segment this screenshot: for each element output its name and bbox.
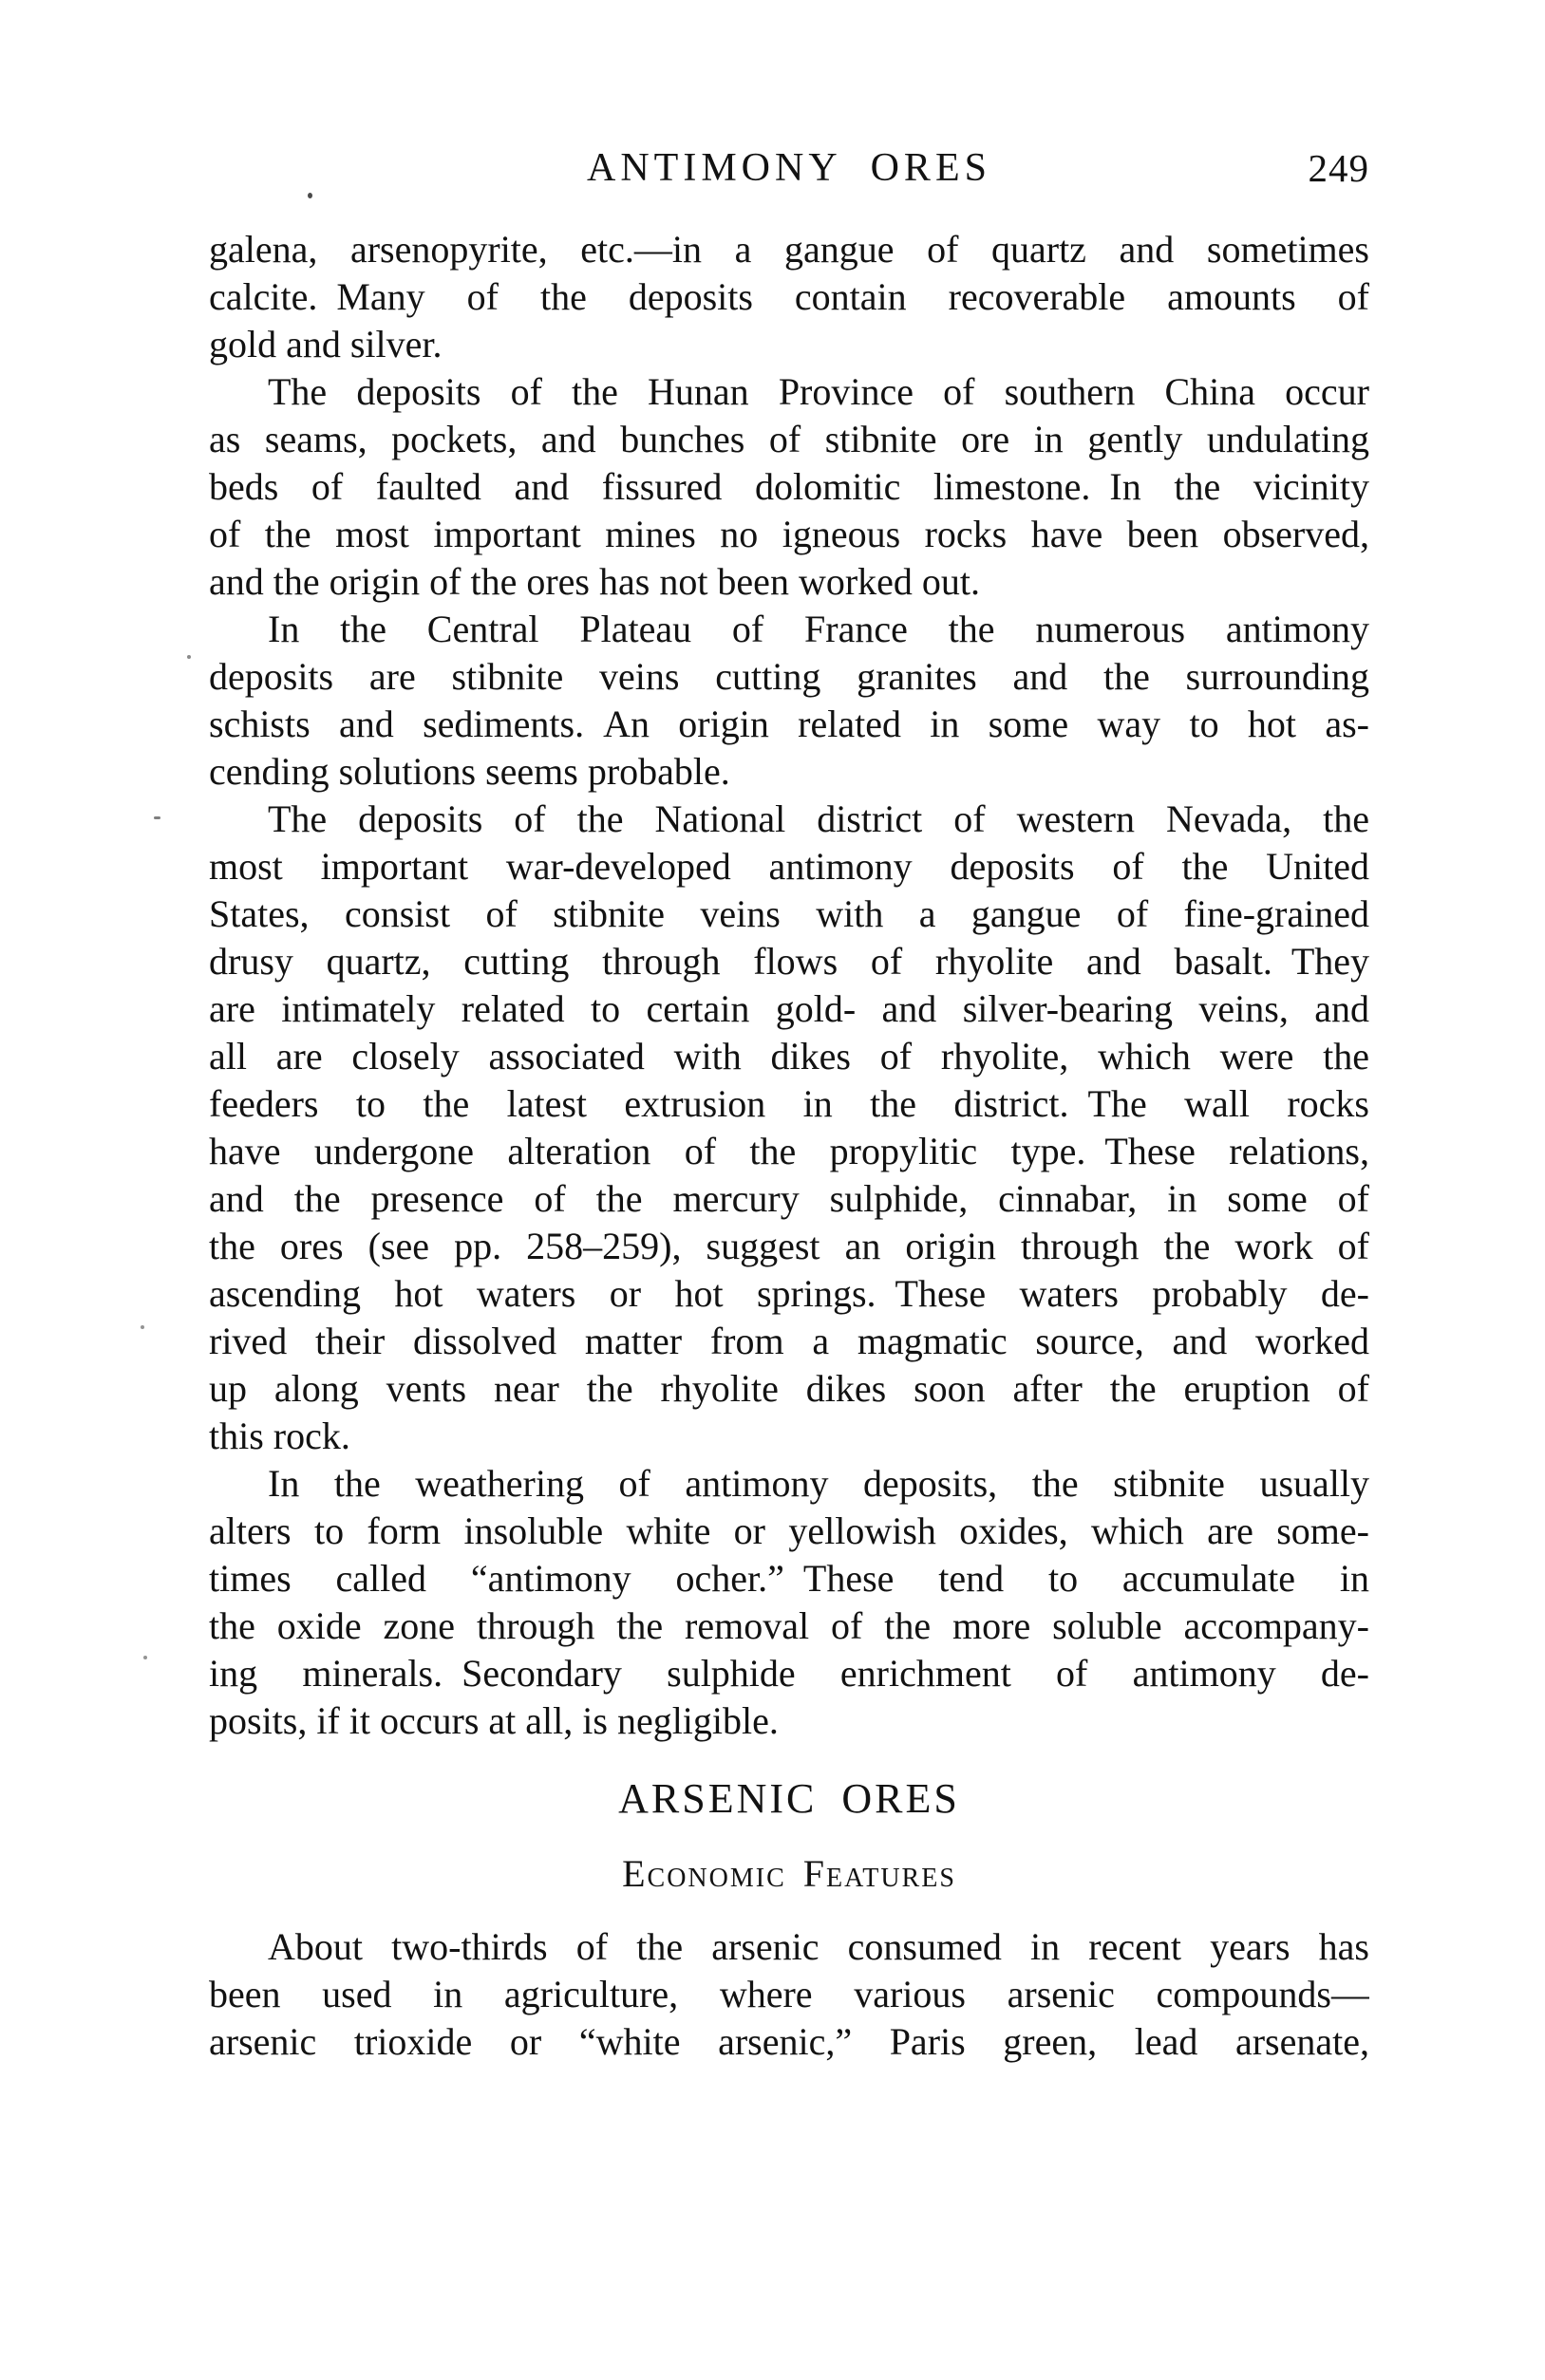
scan-speck: [141, 1325, 144, 1329]
sub-heading: Economic Features: [622, 1852, 956, 1895]
text-line: ascending hot waters or hot springs. These waters probably de-: [209, 1272, 1369, 1315]
text-line: arsenic trioxide or “white arsenic,” Paris green, lead arsenate,: [209, 2020, 1369, 2063]
running-head: ANTIMONY ORES: [587, 146, 991, 190]
text-line: calcite. Many of the deposits contain recoverable amounts of: [209, 275, 1369, 318]
text-line: and the presence of the mercury sulphide, cinnabar, in some of: [209, 1177, 1369, 1220]
text-line: posits, if it occurs at all, is negligible.: [209, 1699, 779, 1742]
text-line: the oxide zone through the removal of the more soluble accompany-: [209, 1604, 1369, 1647]
text-line: alters to form insoluble white or yellowish oxides, which are some-: [209, 1509, 1369, 1552]
text-line: galena, arsenopyrite, etc.—in a gangue of quartz and sometimes: [209, 228, 1369, 271]
text-line: In the Central Plateau of France the numerous antimony: [268, 608, 1369, 650]
page-header: [209, 144, 1369, 192]
text-line: up along vents near the rhyolite dikes soon after the eruption of: [209, 1367, 1369, 1410]
scan-speck: [143, 1656, 147, 1659]
text-line: been used in agriculture, where various arsenic compounds—: [209, 1973, 1369, 2015]
page-number: 249: [1308, 146, 1369, 190]
paragraph: [209, 796, 1369, 1460]
text-line: this rock.: [209, 1415, 350, 1457]
scan-speck: [308, 193, 312, 198]
text-line: deposits are stibnite veins cutting granites and the surrounding: [209, 655, 1369, 698]
text-line: cending solutions seems probable.: [209, 750, 730, 793]
text-line: schists and sediments. An origin related in some way to hot as-: [209, 703, 1369, 745]
text-line: of the most important mines no igneous rocks have been observed,: [209, 513, 1369, 555]
paragraph: [209, 226, 1369, 368]
scan-speck: [154, 816, 160, 819]
text-line: drusy quartz, cutting through flows of rhyolite and basalt. They: [209, 940, 1369, 983]
text-line: States, consist of stibnite veins with a gangue of fine-grained: [209, 892, 1369, 935]
text-line: most important war-developed antimony deposits of the United: [209, 845, 1369, 888]
text-column: [209, 226, 1369, 2066]
paragraph: [209, 1460, 1369, 1745]
paragraph: [209, 1923, 1369, 2066]
text-line: beds of faulted and fissured dolomitic limestone. In the vicinity: [209, 465, 1369, 508]
text-line: In the weathering of antimony deposits, the stibnite usually: [268, 1462, 1369, 1505]
text-line: gold and silver.: [209, 323, 443, 365]
text-line: The deposits of the National district of western Nevada, the: [268, 797, 1369, 840]
text-line: About two-thirds of the arsenic consumed in recent years has: [268, 1925, 1369, 1968]
text-line: ing minerals. Secondary sulphide enrichment of antimony de-: [209, 1652, 1369, 1695]
text-line: times called “antimony ocher.” These tend to accumulate in: [209, 1557, 1369, 1600]
text-line: as seams, pockets, and bunches of stibnite ore in gently undulating: [209, 418, 1369, 460]
paragraph: [209, 368, 1369, 606]
text-line: and the origin of the ores has not been worked out.: [209, 560, 981, 603]
text-line: The deposits of the Hunan Province of southern China occur: [268, 370, 1369, 413]
text-line: are intimately related to certain gold- and silver-bearing veins, and: [209, 987, 1369, 1030]
text-line: rived their dissolved matter from a magmatic source, and worked: [209, 1320, 1369, 1362]
paragraph: [209, 606, 1369, 796]
text-line: feeders to the latest extrusion in the district. The wall rocks: [209, 1082, 1369, 1125]
scan-speck: [187, 655, 191, 659]
section-heading: ARSENIC ORES: [618, 1775, 960, 1822]
text-line: have undergone alteration of the propylitic type. These relations,: [209, 1130, 1369, 1172]
text-line: all are closely associated with dikes of rhyolite, which were the: [209, 1035, 1369, 1078]
text-line: the ores (see pp. 258–259), suggest an origin through the work of: [209, 1225, 1369, 1267]
